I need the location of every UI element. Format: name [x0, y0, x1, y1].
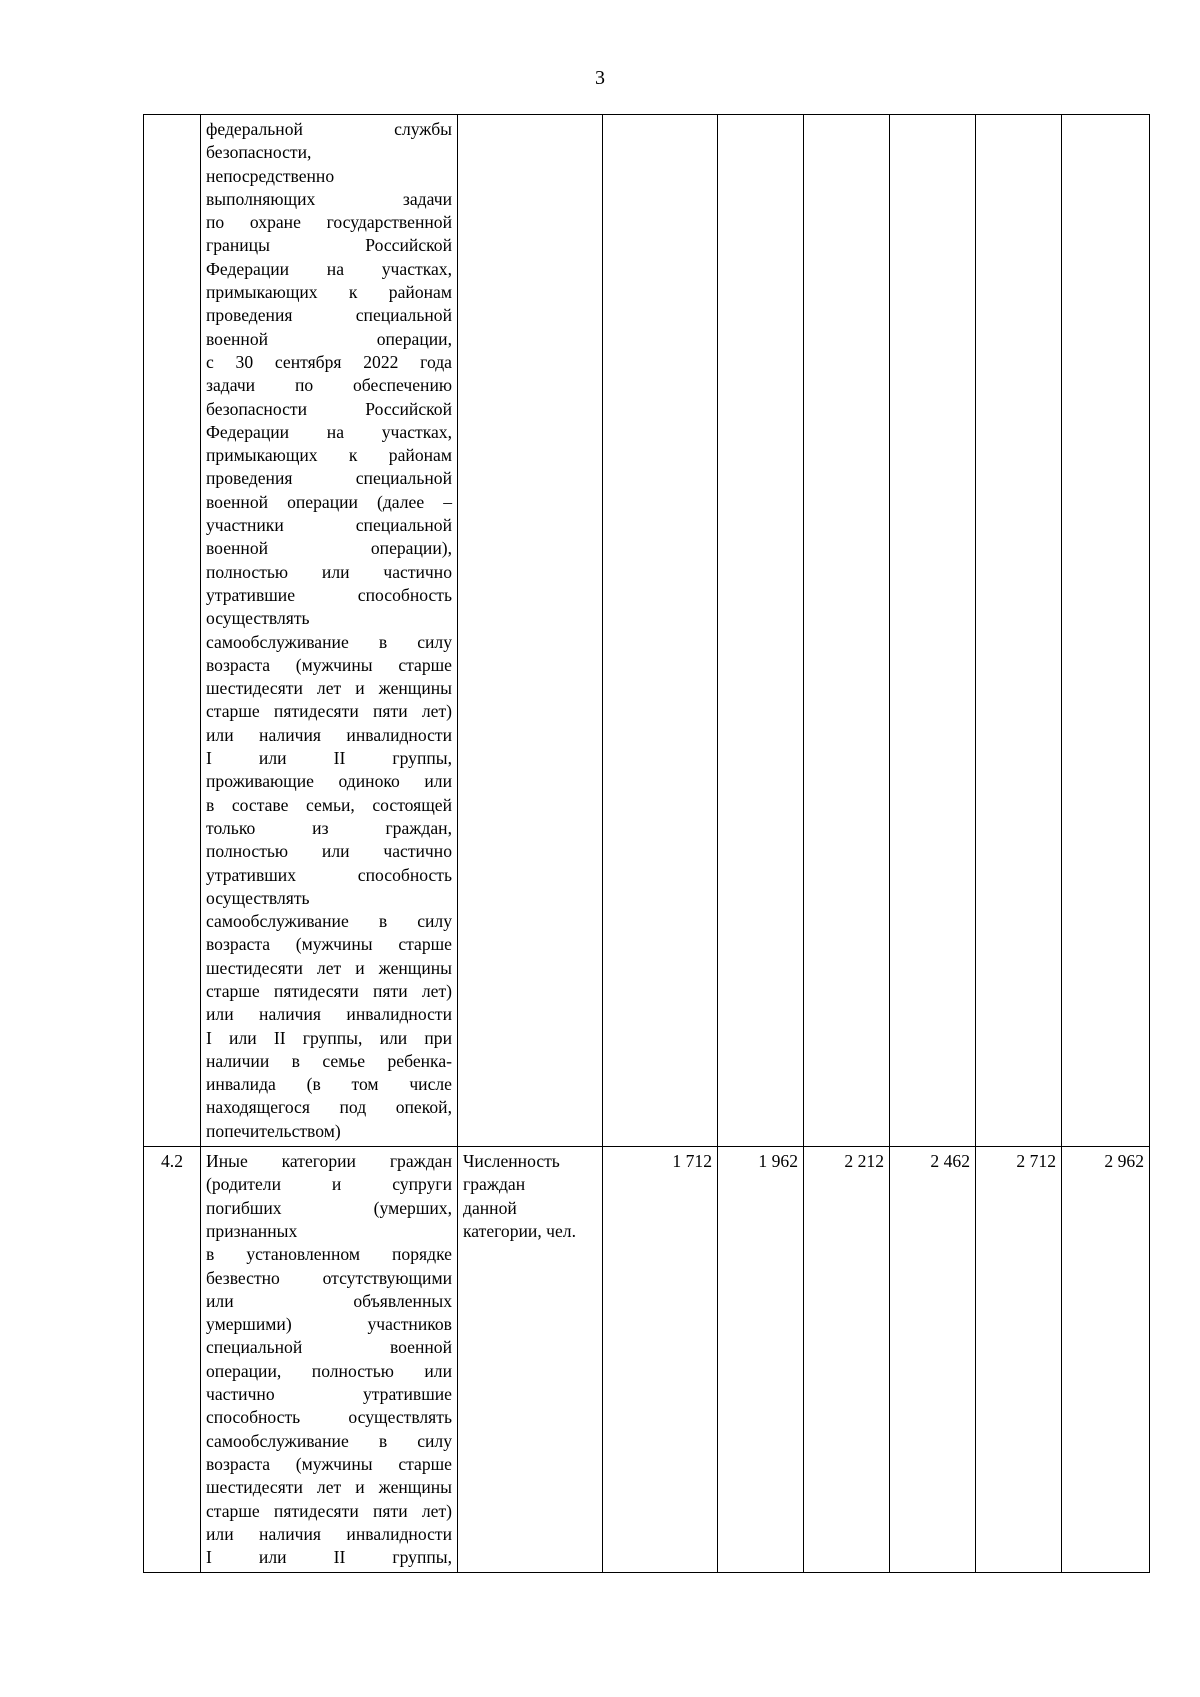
text-line: самообслуживание в силу [206, 911, 452, 932]
table-row [144, 1147, 1150, 1573]
text-line: или наличия инвалидности [206, 1004, 452, 1025]
value-cell [1062, 115, 1150, 1147]
category-description-cell [201, 115, 458, 1147]
text-line: шестидесяти лет и женщины [206, 957, 452, 978]
value-cell: 2 962 [1062, 1147, 1150, 1573]
text-line: границы Российской [206, 235, 452, 256]
text-line: полностью или частично [206, 841, 452, 862]
text-line: или наличия инвалидности [206, 1523, 452, 1544]
text-line: операции, полностью или [206, 1360, 452, 1381]
indicator-cell [458, 1147, 603, 1573]
text-line: задачи по обеспечению [206, 375, 452, 396]
text-line: старше пятидесяти пяти лет) [206, 980, 452, 1001]
indicator-cell [458, 115, 603, 1147]
text-line: Федерации на участках, [206, 421, 452, 442]
text-line: проведения специальной [206, 305, 452, 326]
text-line: возраста (мужчины старше [206, 654, 452, 675]
text-line: возраста (мужчины старше [206, 1453, 452, 1474]
text-line: Федерации на участках, [206, 258, 452, 279]
page-number: 3 [595, 67, 605, 89]
text-line: самообслуживание в силу [206, 631, 452, 652]
text-line: специальной военной [206, 1337, 452, 1358]
text-line: старше пятидесяти пяти лет) [206, 701, 452, 722]
text-line: частично утратившие [206, 1384, 452, 1405]
table-row [144, 115, 1150, 1147]
value-cell [603, 115, 718, 1147]
value-cell: 2 462 [890, 1147, 976, 1573]
text-line: находящегося под опекой, [206, 1097, 452, 1118]
value-cell: 1 712 [603, 1147, 718, 1573]
value-cell [890, 115, 976, 1147]
text-line: военной операции), [206, 538, 452, 559]
text-line: с 30 сентября 2022 года [206, 351, 452, 372]
text-line: попечительством) [206, 1120, 341, 1141]
text-line: признанных [206, 1220, 298, 1241]
text-line: возраста (мужчины старше [206, 934, 452, 955]
text-line: погибших (умерших, [206, 1197, 452, 1218]
row-number-cell [144, 115, 201, 1147]
text-line: военной операции (далее – [206, 491, 452, 512]
text-line: или объявленных [206, 1290, 452, 1311]
text-line: полностью или частично [206, 561, 452, 582]
text-line: I или II группы, [206, 1547, 452, 1568]
text-line: умершими) участников [206, 1314, 452, 1335]
text-line: утративших способность [206, 864, 452, 885]
text-line: федеральной службы [206, 119, 452, 139]
text-line: наличии в семье ребенка- [206, 1050, 452, 1071]
text-line: военной операции, [206, 328, 452, 349]
value-cell: 1 962 [718, 1147, 804, 1573]
text-line: граждан [463, 1174, 526, 1195]
text-line: безопасности, [206, 142, 312, 163]
text-line: старше пятидесяти пяти лет) [206, 1500, 452, 1521]
text-line: (родители и супруги [206, 1174, 452, 1195]
text-line: примыкающих к районам [206, 282, 452, 303]
text-line: только из граждан, [206, 817, 452, 838]
text-line: шестидесяти лет и женщины [206, 678, 452, 699]
text-line: непосредственно [206, 165, 335, 186]
text-line: I или II группы, или при [206, 1027, 452, 1048]
text-line: инвалида (в том числе [206, 1074, 452, 1095]
text-line: осуществлять [206, 887, 310, 908]
text-line: участники специальной [206, 515, 452, 536]
text-line: I или II группы, [206, 748, 452, 769]
text-line: шестидесяти лет и женщины [206, 1477, 452, 1498]
category-description-cell [201, 1147, 458, 1573]
row-number-cell: 4.2 [144, 1147, 201, 1573]
text-line: проведения специальной [206, 468, 452, 489]
text-line: Иные категории граждан [206, 1151, 452, 1172]
text-line: в установленном порядке [206, 1244, 452, 1265]
text-line: по охране государственной [206, 212, 452, 233]
text-line: или наличия инвалидности [206, 724, 452, 745]
indicators-table [143, 114, 1150, 1573]
text-line: утратившие способность [206, 584, 452, 605]
text-line: Численность [463, 1151, 560, 1172]
text-line: категории, чел. [463, 1220, 576, 1241]
text-line: безвестно отсутствующими [206, 1267, 452, 1288]
text-line: способность осуществлять [206, 1407, 452, 1428]
value-cell [718, 115, 804, 1147]
text-line: проживающие одиноко или [206, 771, 452, 792]
text-line: безопасности Российской [206, 398, 452, 419]
value-cell [976, 115, 1062, 1147]
value-cell: 2 212 [804, 1147, 890, 1573]
text-line: в составе семьи, состоящей [206, 794, 452, 815]
text-line: данной [463, 1197, 517, 1218]
value-cell: 2 712 [976, 1147, 1062, 1573]
text-line: самообслуживание в силу [206, 1430, 452, 1451]
text-line: примыкающих к районам [206, 445, 452, 466]
text-line: осуществлять [206, 608, 310, 629]
text-line: выполняющих задачи [206, 188, 452, 209]
value-cell [804, 115, 890, 1147]
